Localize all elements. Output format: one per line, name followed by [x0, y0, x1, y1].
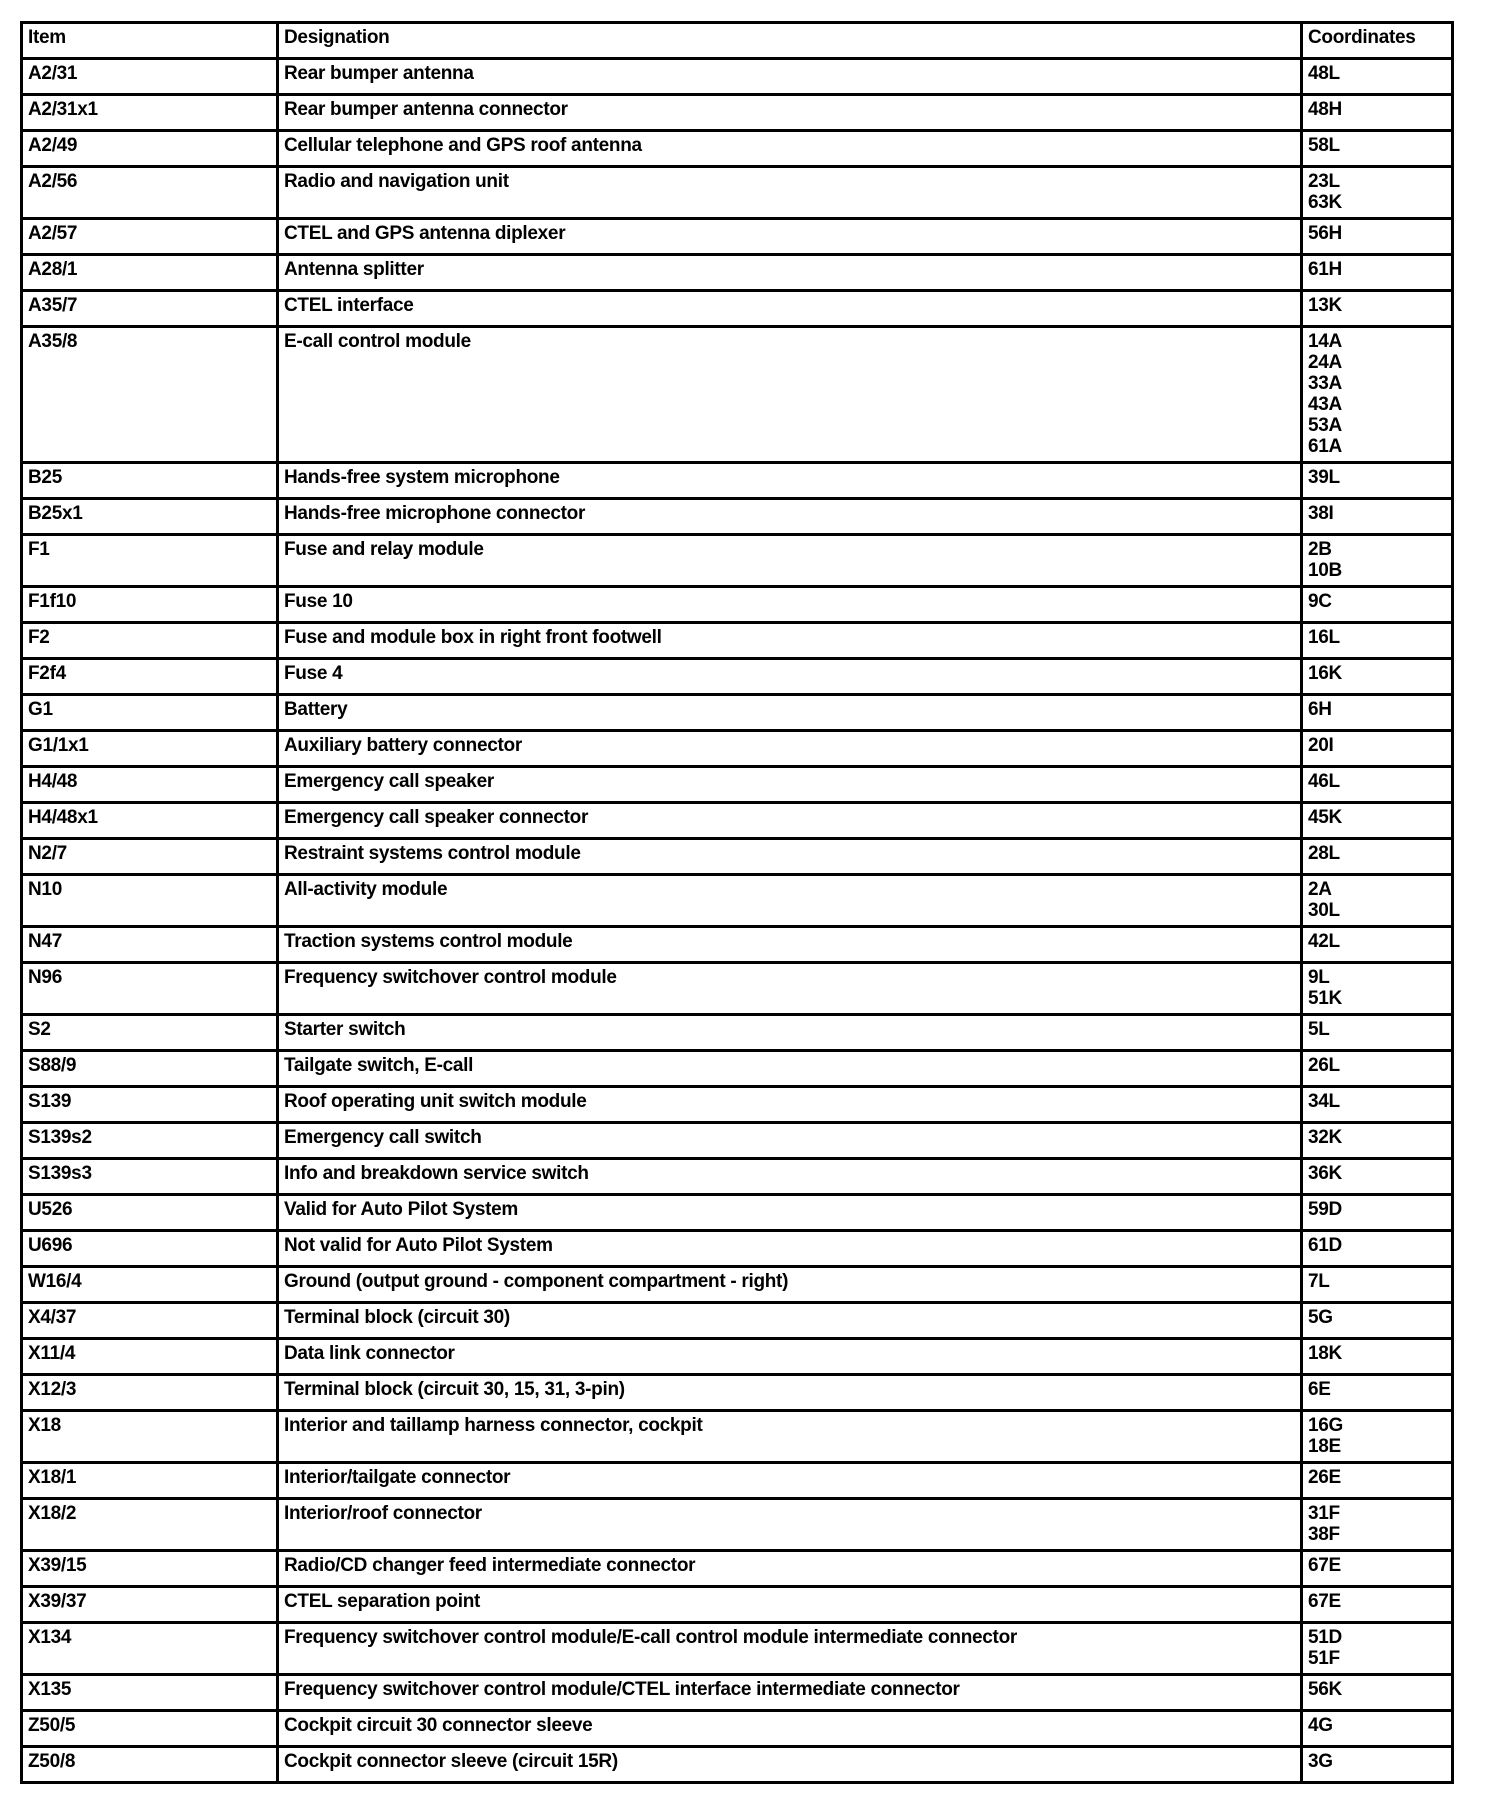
designation-cell: CTEL separation point — [278, 1587, 1302, 1623]
item-cell: N10 — [22, 875, 278, 927]
table-row — [22, 59, 1453, 95]
table-row — [22, 535, 1453, 587]
designation-cell: Rear bumper antenna — [278, 59, 1302, 95]
item-cell: X18/1 — [22, 1463, 278, 1499]
coordinates-cell — [1302, 963, 1453, 1015]
table-row — [22, 1551, 1453, 1587]
item-cell: A2/31 — [22, 59, 278, 95]
coordinate-value: 51D — [1308, 1627, 1342, 1648]
coordinate-value: 45K — [1308, 807, 1342, 828]
designation-cell: Data link connector — [278, 1339, 1302, 1375]
table-row — [22, 1499, 1453, 1551]
item-cell: X39/15 — [22, 1551, 278, 1587]
item-cell: N47 — [22, 927, 278, 963]
coordinates-cell — [1302, 59, 1453, 95]
coordinates-cell — [1302, 1015, 1453, 1051]
designation-cell: Frequency switchover control module/CTEL interface intermediate connector — [278, 1675, 1302, 1711]
table-row — [22, 95, 1453, 131]
item-cell: N2/7 — [22, 839, 278, 875]
item-cell: H4/48x1 — [22, 803, 278, 839]
coordinates-cell — [1302, 499, 1453, 535]
designation-cell: Frequency switchover control module/E-call control module intermediate connector — [278, 1623, 1302, 1675]
item-cell: W16/4 — [22, 1267, 278, 1303]
coordinate-value: 5L — [1308, 1019, 1330, 1040]
table-row — [22, 659, 1453, 695]
coordinate-value: 53A — [1308, 415, 1342, 436]
designation-cell: Fuse and module box in right front footwell — [278, 623, 1302, 659]
item-cell: Z50/5 — [22, 1711, 278, 1747]
coordinate-value: 48L — [1308, 63, 1340, 84]
coordinate-value: 61D — [1308, 1235, 1342, 1256]
item-cell: N96 — [22, 963, 278, 1015]
designation-cell: Emergency call switch — [278, 1123, 1302, 1159]
coordinates-cell — [1302, 803, 1453, 839]
table-row — [22, 291, 1453, 327]
coordinates-cell — [1302, 535, 1453, 587]
coordinates-cell — [1302, 731, 1453, 767]
designation-cell: Antenna splitter — [278, 255, 1302, 291]
designation-cell: Cockpit circuit 30 connector sleeve — [278, 1711, 1302, 1747]
table-row — [22, 1375, 1453, 1411]
coordinate-value: 51F — [1308, 1648, 1340, 1669]
coordinate-value: 67E — [1308, 1591, 1341, 1612]
table-row — [22, 927, 1453, 963]
coordinate-value: 20I — [1308, 735, 1334, 756]
item-cell: U696 — [22, 1231, 278, 1267]
table-row — [22, 731, 1453, 767]
designation-cell: Radio and navigation unit — [278, 167, 1302, 219]
coordinate-value: 26L — [1308, 1055, 1340, 1076]
table-row — [22, 1123, 1453, 1159]
table-row — [22, 1587, 1453, 1623]
table-row — [22, 1675, 1453, 1711]
item-cell: F1 — [22, 535, 278, 587]
item-cell: G1 — [22, 695, 278, 731]
designation-cell: Restraint systems control module — [278, 839, 1302, 875]
table-row — [22, 963, 1453, 1015]
item-cell: X11/4 — [22, 1339, 278, 1375]
designation-cell: Fuse 4 — [278, 659, 1302, 695]
coordinates-cell — [1302, 587, 1453, 623]
item-cell: X4/37 — [22, 1303, 278, 1339]
coordinate-value: 59D — [1308, 1199, 1342, 1220]
designation-cell: Emergency call speaker — [278, 767, 1302, 803]
item-cell: X39/37 — [22, 1587, 278, 1623]
item-cell: B25x1 — [22, 499, 278, 535]
coordinates-cell — [1302, 291, 1453, 327]
coordinate-value: 14A — [1308, 331, 1342, 352]
designation-cell: Hands-free system microphone — [278, 463, 1302, 499]
table-body — [22, 59, 1453, 1783]
coordinate-value: 6E — [1308, 1379, 1331, 1400]
coordinates-cell — [1302, 1463, 1453, 1499]
table-row — [22, 255, 1453, 291]
table-row — [22, 1747, 1453, 1783]
table-row — [22, 499, 1453, 535]
coordinates-cell — [1302, 1499, 1453, 1551]
item-cell: U526 — [22, 1195, 278, 1231]
coordinates-cell — [1302, 1159, 1453, 1195]
item-cell: S88/9 — [22, 1051, 278, 1087]
coordinate-value: 4G — [1308, 1715, 1333, 1736]
coordinates-cell — [1302, 1123, 1453, 1159]
table-row — [22, 1463, 1453, 1499]
coordinates-cell — [1302, 327, 1453, 463]
coordinate-value: 2B — [1308, 539, 1332, 560]
coordinates-cell — [1302, 1623, 1453, 1675]
coordinates-cell — [1302, 1411, 1453, 1463]
table-row — [22, 167, 1453, 219]
designation-cell: Interior/tailgate connector — [278, 1463, 1302, 1499]
coordinate-value: 61A — [1308, 436, 1342, 457]
table-row — [22, 623, 1453, 659]
coordinate-value: 48H — [1308, 99, 1342, 120]
designation-cell: Frequency switchover control module — [278, 963, 1302, 1015]
designation-cell: Starter switch — [278, 1015, 1302, 1051]
designation-cell: Info and breakdown service switch — [278, 1159, 1302, 1195]
coordinate-value: 34L — [1308, 1091, 1340, 1112]
table-row — [22, 1339, 1453, 1375]
designation-cell: Interior and taillamp harness connector, cockpit — [278, 1411, 1302, 1463]
coordinate-value: 63K — [1308, 192, 1342, 213]
header-coordinates: Coordinates — [1302, 23, 1453, 59]
item-cell: X135 — [22, 1675, 278, 1711]
coordinate-value: 56H — [1308, 223, 1342, 244]
item-cell: A35/7 — [22, 291, 278, 327]
designation-cell: CTEL interface — [278, 291, 1302, 327]
coordinate-value: 5G — [1308, 1307, 1333, 1328]
designation-cell: Hands-free microphone connector — [278, 499, 1302, 535]
coordinate-value: 36K — [1308, 1163, 1342, 1184]
item-cell: A35/8 — [22, 327, 278, 463]
coordinates-cell — [1302, 1339, 1453, 1375]
item-cell: A2/56 — [22, 167, 278, 219]
coordinate-value: 56K — [1308, 1679, 1342, 1700]
designation-cell: Auxiliary battery connector — [278, 731, 1302, 767]
coordinates-cell — [1302, 131, 1453, 167]
item-cell: A28/1 — [22, 255, 278, 291]
coordinates-cell — [1302, 1231, 1453, 1267]
coordinates-cell — [1302, 1303, 1453, 1339]
coordinate-value: 7L — [1308, 1271, 1330, 1292]
table-row — [22, 1411, 1453, 1463]
table-row — [22, 327, 1453, 463]
designation-cell: Fuse and relay module — [278, 535, 1302, 587]
coordinate-value: 9L — [1308, 967, 1330, 988]
coordinate-value: 2A — [1308, 879, 1332, 900]
item-cell: G1/1x1 — [22, 731, 278, 767]
coordinates-cell — [1302, 875, 1453, 927]
item-cell: A2/31x1 — [22, 95, 278, 131]
coordinates-cell — [1302, 95, 1453, 131]
designation-cell: Rear bumper antenna connector — [278, 95, 1302, 131]
coordinates-cell — [1302, 623, 1453, 659]
coordinate-value: 39L — [1308, 467, 1340, 488]
coordinate-value: 31F — [1308, 1503, 1340, 1524]
item-cell: A2/49 — [22, 131, 278, 167]
table-row — [22, 219, 1453, 255]
designation-cell: Cellular telephone and GPS roof antenna — [278, 131, 1302, 167]
item-cell: A2/57 — [22, 219, 278, 255]
coordinate-value: 26E — [1308, 1467, 1341, 1488]
header-designation: Designation — [278, 23, 1302, 59]
designation-cell: Not valid for Auto Pilot System — [278, 1231, 1302, 1267]
coordinates-cell — [1302, 1051, 1453, 1087]
item-cell: B25 — [22, 463, 278, 499]
coordinates-cell — [1302, 167, 1453, 219]
coordinates-cell — [1302, 1267, 1453, 1303]
coordinates-cell — [1302, 1747, 1453, 1783]
coordinates-cell — [1302, 839, 1453, 875]
item-cell: F1f10 — [22, 587, 278, 623]
coordinates-cell — [1302, 1711, 1453, 1747]
coordinate-value: 18E — [1308, 1436, 1341, 1457]
designation-cell: Ground (output ground - component compartment - right) — [278, 1267, 1302, 1303]
coordinate-value: 16L — [1308, 627, 1340, 648]
designation-cell: Traction systems control module — [278, 927, 1302, 963]
designation-cell: Interior/roof connector — [278, 1499, 1302, 1551]
coordinates-cell — [1302, 1195, 1453, 1231]
table-row — [22, 1159, 1453, 1195]
coordinate-value: 43A — [1308, 394, 1342, 415]
table-row — [22, 1087, 1453, 1123]
table-row — [22, 1195, 1453, 1231]
coordinates-cell — [1302, 1675, 1453, 1711]
table-row — [22, 875, 1453, 927]
item-cell: S2 — [22, 1015, 278, 1051]
table-row — [22, 131, 1453, 167]
coordinate-value: 13K — [1308, 295, 1342, 316]
coordinate-value: 16G — [1308, 1415, 1344, 1436]
table-row — [22, 1623, 1453, 1675]
item-cell: X12/3 — [22, 1375, 278, 1411]
coordinate-value: 18K — [1308, 1343, 1342, 1364]
coordinates-cell — [1302, 1375, 1453, 1411]
table-row — [22, 1267, 1453, 1303]
item-cell: X18 — [22, 1411, 278, 1463]
designation-cell: Battery — [278, 695, 1302, 731]
coordinate-value: 51K — [1308, 988, 1342, 1009]
coordinate-value: 32K — [1308, 1127, 1342, 1148]
table-row — [22, 1015, 1453, 1051]
item-cell: H4/48 — [22, 767, 278, 803]
designation-cell: CTEL and GPS antenna diplexer — [278, 219, 1302, 255]
coordinates-cell — [1302, 463, 1453, 499]
table-row — [22, 1303, 1453, 1339]
coordinate-value: 67E — [1308, 1555, 1341, 1576]
table-row — [22, 1711, 1453, 1747]
item-cell: S139 — [22, 1087, 278, 1123]
coordinate-value: 16K — [1308, 663, 1342, 684]
coordinates-cell — [1302, 695, 1453, 731]
coordinate-value: 6H — [1308, 699, 1332, 720]
item-cell: F2 — [22, 623, 278, 659]
table-row — [22, 587, 1453, 623]
coordinate-value: 38I — [1308, 503, 1334, 524]
header-item: Item — [22, 23, 278, 59]
coordinates-cell — [1302, 1551, 1453, 1587]
coordinates-cell — [1302, 1587, 1453, 1623]
header-row — [22, 23, 1453, 59]
designation-cell: Terminal block (circuit 30) — [278, 1303, 1302, 1339]
designation-cell: Radio/CD changer feed intermediate connector — [278, 1551, 1302, 1587]
coordinates-cell — [1302, 255, 1453, 291]
designation-cell: Valid for Auto Pilot System — [278, 1195, 1302, 1231]
designation-cell: Cockpit connector sleeve (circuit 15R) — [278, 1747, 1302, 1783]
coordinate-value: 28L — [1308, 843, 1340, 864]
table-row — [22, 803, 1453, 839]
item-cell: X134 — [22, 1623, 278, 1675]
coordinate-value: 58L — [1308, 135, 1340, 156]
designation-cell: E-call control module — [278, 327, 1302, 463]
designation-cell: Fuse 10 — [278, 587, 1302, 623]
coordinate-value: 10B — [1308, 560, 1342, 581]
coordinate-value: 23L — [1308, 171, 1340, 192]
coordinate-value: 9C — [1308, 591, 1332, 612]
coordinate-value: 33A — [1308, 373, 1342, 394]
coordinates-cell — [1302, 659, 1453, 695]
item-cell: F2f4 — [22, 659, 278, 695]
designation-cell: Emergency call speaker connector — [278, 803, 1302, 839]
coordinates-cell — [1302, 767, 1453, 803]
coordinate-value: 42L — [1308, 931, 1340, 952]
coordinate-value: 38F — [1308, 1524, 1340, 1545]
designation-cell: Tailgate switch, E-call — [278, 1051, 1302, 1087]
coordinates-cell — [1302, 927, 1453, 963]
coordinate-value: 30L — [1308, 900, 1340, 921]
designation-cell: All-activity module — [278, 875, 1302, 927]
coordinate-value: 3G — [1308, 1751, 1333, 1772]
designation-cell: Roof operating unit switch module — [278, 1087, 1302, 1123]
table-row — [22, 463, 1453, 499]
coordinate-value: 61H — [1308, 259, 1342, 280]
item-cell: S139s2 — [22, 1123, 278, 1159]
designation-cell: Terminal block (circuit 30, 15, 31, 3-pin) — [278, 1375, 1302, 1411]
table-row — [22, 1231, 1453, 1267]
coordinates-cell — [1302, 219, 1453, 255]
coordinates-cell — [1302, 1087, 1453, 1123]
component-table — [20, 21, 1454, 1784]
table-row — [22, 839, 1453, 875]
coordinate-value: 24A — [1308, 352, 1342, 373]
table-row — [22, 767, 1453, 803]
table-row — [22, 695, 1453, 731]
item-cell: S139s3 — [22, 1159, 278, 1195]
coordinate-value: 46L — [1308, 771, 1340, 792]
table-row — [22, 1051, 1453, 1087]
item-cell: X18/2 — [22, 1499, 278, 1551]
item-cell: Z50/8 — [22, 1747, 278, 1783]
